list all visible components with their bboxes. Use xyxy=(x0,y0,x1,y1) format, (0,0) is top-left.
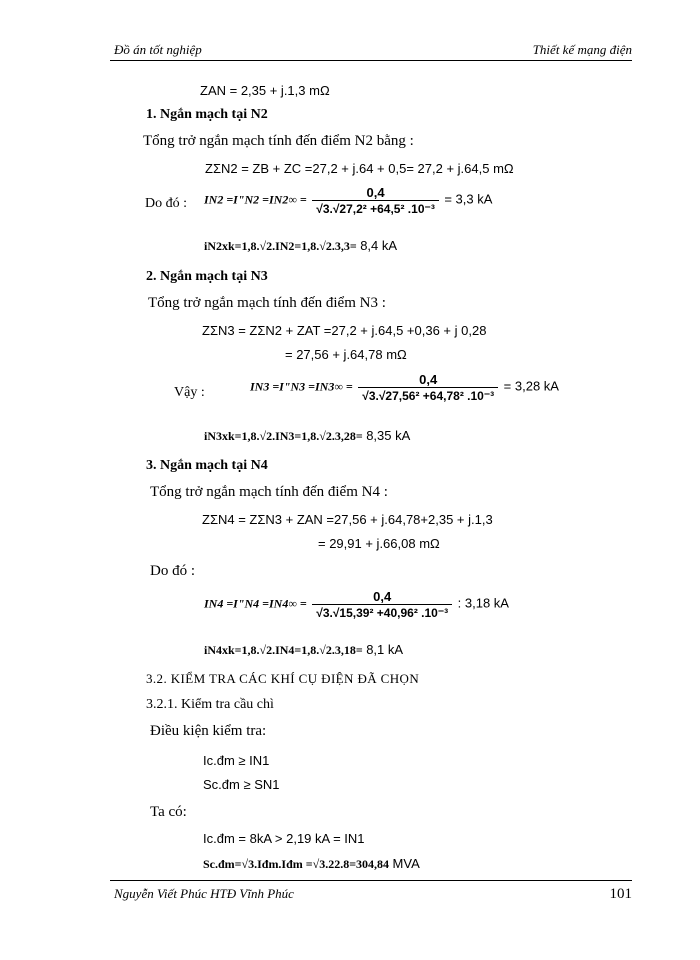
formula-in3 xyxy=(250,372,559,403)
ixk-n3 xyxy=(204,428,410,445)
in4-lhs: IN4 =I"N4 =IN4∞ = xyxy=(204,596,307,611)
in2-den: √3.√27,2² +64,5² .10⁻³ xyxy=(312,200,439,216)
ixk-n3-result: 8,35 kA xyxy=(366,428,411,443)
section-n2-desc: Tổng trở ngắn mạch tính đến điểm N2 bằng : xyxy=(143,133,414,149)
z-sum-n3-result: = 27,56 + j.64,78 mΩ xyxy=(285,347,407,362)
in3-fraction xyxy=(358,372,498,403)
ixk-n4-result: 8,1 kA xyxy=(366,642,404,657)
footer-rule xyxy=(110,880,632,881)
section-n4-title: 3. Ngắn mạch tại N4 xyxy=(146,458,268,473)
z-sum-n3: ZΣN3 = ZΣN2 + ZAT =27,2 + j.64,5 +0,36 + j 0,28 xyxy=(202,323,487,338)
z-sum-n2: ZΣN2 = ZB + ZC =27,2 + j.64 + 0,5= 27,2 + j.64,5 mΩ xyxy=(205,161,514,176)
ixk-n3-expr: iN3xk=1,8.√2.IN3=1,8.√2.3,28= xyxy=(204,429,363,443)
in3-num: 0,4 xyxy=(419,372,438,387)
ta-co-label: Ta có: xyxy=(150,804,187,820)
ixk-n2-result: 8,4 kA xyxy=(360,238,398,253)
header-left: Đồ án tốt nghiệp xyxy=(114,42,202,57)
in3-result: = 3,28 kA xyxy=(503,378,559,394)
section-n2-title: 1. Ngắn mạch tại N2 xyxy=(146,107,268,122)
in2-fraction xyxy=(312,185,439,216)
header-rule xyxy=(110,60,632,61)
page-number: 101 xyxy=(609,886,632,902)
in2-result: = 3,3 kA xyxy=(444,191,493,207)
section-n4-desc: Tổng trở ngắn mạch tính đến điểm N4 : xyxy=(150,484,388,500)
formula-in2 xyxy=(204,185,492,216)
section-n3-desc: Tổng trở ngắn mạch tính đến điểm N3 : xyxy=(148,295,386,311)
z-sum-n4: ZΣN4 = ZΣN3 + ZAN =27,56 + j.64,78+2,35 + j.1,3 xyxy=(202,512,493,527)
heading-3-2-1: 3.2.1. Kiểm tra cầu chì xyxy=(146,697,274,712)
result-2 xyxy=(203,856,420,873)
z-sum-n4-result: = 29,91 + j.66,08 mΩ xyxy=(318,536,440,551)
in3-den: √3.√27,56² +64,78² .10⁻³ xyxy=(358,387,498,403)
heading-3-2: 3.2. KIỂM TRA CÁC KHÍ CỤ ĐIỆN ĐÃ CHỌN xyxy=(146,671,420,686)
do-do-1: Do đó : xyxy=(145,196,187,211)
condition-2: Sc.đm ≥ SN1 xyxy=(203,777,280,792)
vay-label: Vậy : xyxy=(174,385,205,400)
in3-lhs: IN3 =I"N3 =IN3∞ = xyxy=(250,379,353,394)
in2-num: 0,4 xyxy=(366,185,385,200)
result-2-unit: MVA xyxy=(392,856,420,871)
z-an-line: ZAN = 2,35 + j.1,3 mΩ xyxy=(200,83,330,98)
result-1: Ic.đm = 8kA > 2,19 kA = IN1 xyxy=(203,831,365,846)
in2-lhs: IN2 =I"N2 =IN2∞ = xyxy=(204,192,307,207)
formula-in4 xyxy=(204,589,509,620)
in4-den: √3.√15,39² +40,96² .10⁻³ xyxy=(312,604,452,620)
ixk-n4 xyxy=(204,642,403,659)
in4-num: 0,4 xyxy=(373,589,392,604)
footer-author: Nguyễn Viết Phúc HTĐ Vĩnh Phúc xyxy=(114,886,294,901)
condition-1: Ic.đm ≥ IN1 xyxy=(203,753,270,768)
result-2-expr: Sc.đm=√3.Iđm.Iđm =√3.22.8=304,84 xyxy=(203,857,390,871)
header-right: Thiết kế mạng điện xyxy=(532,42,632,57)
ixk-n2-expr: iN2xk=1,8.√2.IN2=1,8.√2.3,3= xyxy=(204,239,357,253)
section-n3-title: 2. Ngắn mạch tại N3 xyxy=(146,269,268,284)
condition-label: Điều kiện kiểm tra: xyxy=(150,723,267,739)
ixk-n2 xyxy=(204,238,397,255)
in4-result: : 3,18 kA xyxy=(457,595,509,611)
in4-fraction xyxy=(312,589,452,620)
do-do-3: Do đó : xyxy=(150,563,195,579)
ixk-n4-expr: iN4xk=1,8.√2.IN4=1,8.√2.3,18= xyxy=(204,643,363,657)
